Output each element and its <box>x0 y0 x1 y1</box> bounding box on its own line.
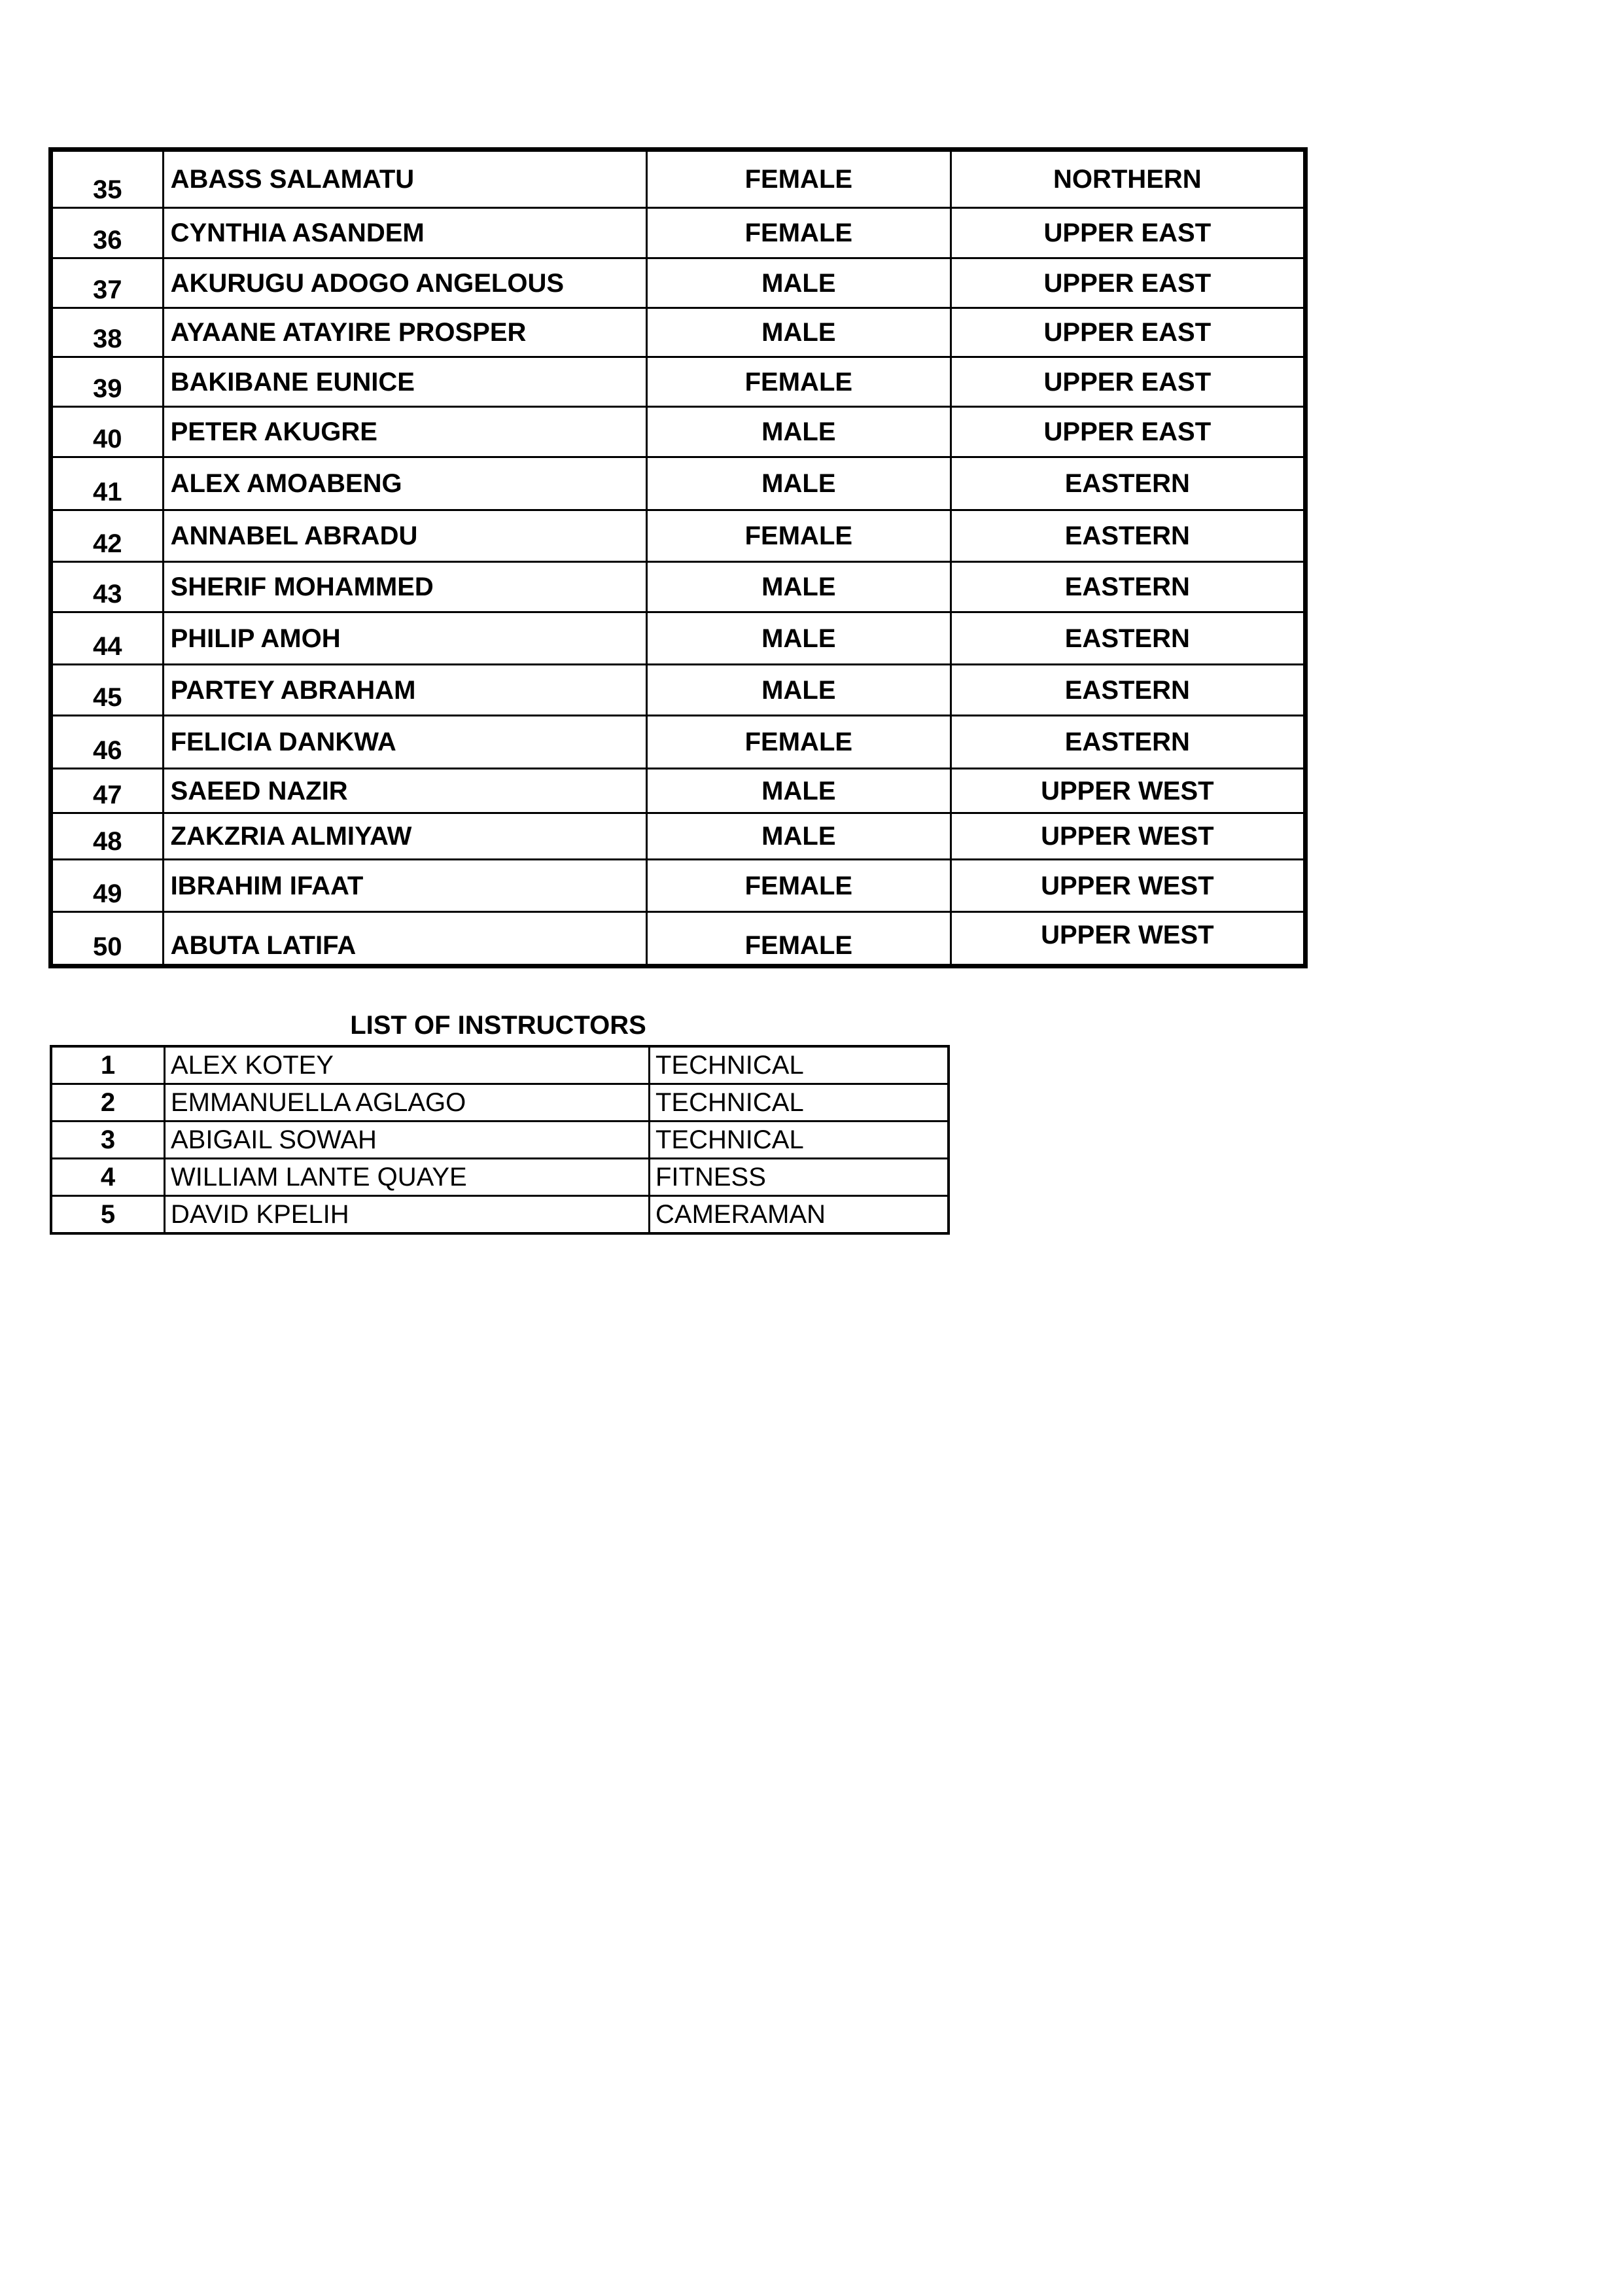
table-row <box>51 357 1306 407</box>
participant-gender: FEMALE <box>647 208 951 258</box>
instructor-name: ALEX KOTEY <box>165 1046 650 1084</box>
participant-region: UPPER EAST <box>951 258 1305 308</box>
participant-region: UPPER EAST <box>951 208 1305 258</box>
instructor-name: DAVID KPELIH <box>165 1196 650 1234</box>
table-row <box>51 562 1306 612</box>
participant-region: NORTHERN <box>951 150 1305 208</box>
participant-name: SHERIF MOHAMMED <box>163 562 646 612</box>
table-row <box>51 407 1306 457</box>
table-row <box>51 716 1306 769</box>
participant-gender: MALE <box>647 612 951 665</box>
row-number: 37 <box>51 258 164 308</box>
row-number: 5 <box>51 1196 165 1234</box>
participant-gender: MALE <box>647 308 951 357</box>
participant-region: UPPER WEST <box>951 860 1305 912</box>
participant-region: UPPER WEST <box>951 769 1305 813</box>
participant-gender: MALE <box>647 665 951 716</box>
participant-gender: FEMALE <box>647 860 951 912</box>
table-row <box>51 208 1306 258</box>
table-row <box>51 813 1306 860</box>
participant-gender: FEMALE <box>647 357 951 407</box>
instructor-role: CAMERAMAN <box>650 1196 949 1234</box>
table-row <box>51 860 1306 912</box>
instructor-name: WILLIAM LANTE QUAYE <box>165 1159 650 1196</box>
participant-name: PARTEY ABRAHAM <box>163 665 646 716</box>
table-row <box>51 1159 949 1196</box>
participant-region: UPPER EAST <box>951 407 1305 457</box>
table-row <box>51 510 1306 562</box>
table-row <box>51 1196 949 1234</box>
row-number: 44 <box>51 612 164 665</box>
row-number: 35 <box>51 150 164 208</box>
participant-name: SAEED NAZIR <box>163 769 646 813</box>
participant-name: ABASS SALAMATU <box>163 150 646 208</box>
instructors-heading: LIST OF INSTRUCTORS <box>350 1011 646 1040</box>
table-row <box>51 457 1306 510</box>
participant-name: PETER AKUGRE <box>163 407 646 457</box>
row-number: 36 <box>51 208 164 258</box>
table-row <box>51 150 1306 208</box>
row-number: 50 <box>51 912 164 966</box>
participant-gender: FEMALE <box>647 510 951 562</box>
participant-name: PHILIP AMOH <box>163 612 646 665</box>
participant-region: EASTERN <box>951 457 1305 510</box>
row-number: 42 <box>51 510 164 562</box>
participant-name: ANNABEL ABRADU <box>163 510 646 562</box>
table-row <box>51 308 1306 357</box>
participant-gender: MALE <box>647 813 951 860</box>
row-number: 1 <box>51 1046 165 1084</box>
participant-name: ZAKZRIA ALMIYAW <box>163 813 646 860</box>
participant-name: ALEX AMOABENG <box>163 457 646 510</box>
participant-name: AKURUGU ADOGO ANGELOUS <box>163 258 646 308</box>
participant-region: EASTERN <box>951 665 1305 716</box>
table-row <box>51 1122 949 1159</box>
participant-gender: MALE <box>647 457 951 510</box>
participant-gender: FEMALE <box>647 150 951 208</box>
table-row <box>51 1084 949 1122</box>
row-number: 40 <box>51 407 164 457</box>
instructor-name: EMMANUELLA AGLAGO <box>165 1084 650 1122</box>
participant-name: BAKIBANE EUNICE <box>163 357 646 407</box>
row-number: 45 <box>51 665 164 716</box>
row-number: 47 <box>51 769 164 813</box>
participant-name: AYAANE ATAYIRE PROSPER <box>163 308 646 357</box>
row-number: 38 <box>51 308 164 357</box>
row-number: 3 <box>51 1122 165 1159</box>
table-row <box>51 612 1306 665</box>
participant-name: CYNTHIA ASANDEM <box>163 208 646 258</box>
row-number: 2 <box>51 1084 165 1122</box>
participant-name: FELICIA DANKWA <box>163 716 646 769</box>
participant-region: EASTERN <box>951 510 1305 562</box>
instructor-role: FITNESS <box>650 1159 949 1196</box>
row-number: 46 <box>51 716 164 769</box>
instructor-role: TECHNICAL <box>650 1084 949 1122</box>
participant-name: ABUTA LATIFA <box>163 912 646 966</box>
table-row <box>51 1046 949 1084</box>
participants-table <box>48 147 1308 968</box>
participant-region: UPPER WEST <box>951 813 1305 860</box>
participant-region: UPPER WEST <box>951 912 1305 966</box>
participant-gender: MALE <box>647 769 951 813</box>
row-number: 49 <box>51 860 164 912</box>
row-number: 41 <box>51 457 164 510</box>
instructor-name: ABIGAIL SOWAH <box>165 1122 650 1159</box>
participant-gender: MALE <box>647 258 951 308</box>
instructor-role: TECHNICAL <box>650 1122 949 1159</box>
table-row <box>51 665 1306 716</box>
participant-region: EASTERN <box>951 716 1305 769</box>
instructor-role: TECHNICAL <box>650 1046 949 1084</box>
table-row <box>51 769 1306 813</box>
participant-region: EASTERN <box>951 562 1305 612</box>
participant-gender: MALE <box>647 407 951 457</box>
table-row <box>51 258 1306 308</box>
table-row <box>51 912 1306 966</box>
row-number: 39 <box>51 357 164 407</box>
participant-name: IBRAHIM IFAAT <box>163 860 646 912</box>
row-number: 43 <box>51 562 164 612</box>
participant-gender: MALE <box>647 562 951 612</box>
instructors-table <box>50 1045 950 1235</box>
row-number: 48 <box>51 813 164 860</box>
participant-region: UPPER EAST <box>951 308 1305 357</box>
participant-region: UPPER EAST <box>951 357 1305 407</box>
participant-gender: FEMALE <box>647 716 951 769</box>
row-number: 4 <box>51 1159 165 1196</box>
participant-region: EASTERN <box>951 612 1305 665</box>
participant-gender: FEMALE <box>647 912 951 966</box>
